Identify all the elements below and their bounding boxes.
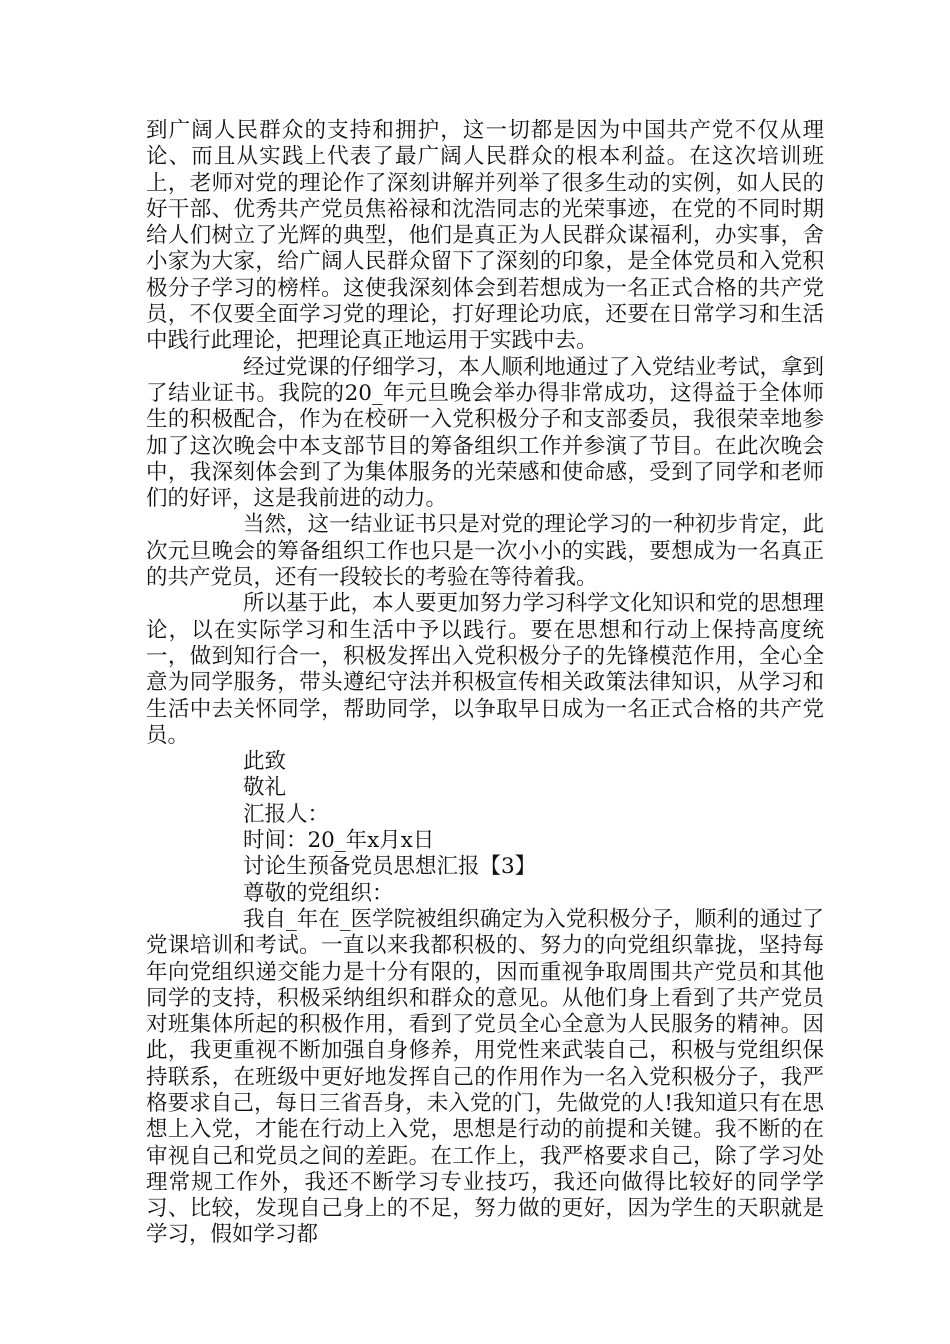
document-page: [146, 118, 824, 1249]
paragraph-resolution: 所以基于此，本人要更加努力学习科学文化知识和党的思想理论，以在实际学习和生活中予以践行。要在思想和行动上保持高度统一，做到知行合一，积极发挥出入党积极分子的先锋模范作用，全心全意为同学服务，带头遵纪守法并积极宣传相关政策法律知识，从学习和生活中去关怀同学，帮助同学，以争取早日成为一名正式合格的共产党员。: [146, 591, 824, 748]
section-title: 讨论生预备党员思想汇报【3】: [243, 854, 537, 880]
paragraph-report-body: 我自_年在_医学院被组织确定为入党积极分子，顺利的通过了党课培训和考试。一直以来我都积极的、努力的向党组织靠拢，坚持每年向党组织递交能力是十分有限的，因而重视争取周围共产党员和其他同学的支持，积极采纳组织和群众的意见。从他们身上看到了共产党员对班集体所起的积极作用，看到了党员全心全意为人民服务的精神。因此，我更重视不断加强自身修养，用党性来武装自己，积极与党组织保持联系，在班级中更好地发挥自己的作用作为一名入党积极分子，我严格要求自己，每日三省吾身，未入党的门，先做党的人!我知道只有在思想上入党，才能在行动上入党，思想是行动的前提和关键。我不断的在审视自己和党员之间的差距。在工作上，我严格要求自己，除了学习处理常规工作外，我还不断学习专业技巧，我还向做得比较好的同学学习、比较，发现自己身上的不足，努力做的更好，因为学生的天职就是学习，假如学习都: [146, 906, 824, 1248]
paragraph-exam: 经过党课的仔细学习，本人顺利地通过了入党结业考试，拿到了结业证书。我院的20_年元旦晚会举办得非常成功，这得益于全体师生的积极配合，作为在校研一入党积极分子和支部委员，我很荣幸地参加了这次晚会中本支部节目的筹备组织工作并参演了节目。在此次晚会中，我深刻体会到了为集体服务的光荣感和使命感，受到了同学和老师们的好评，这是我前进的动力。: [146, 354, 824, 512]
paragraph-continuation: 到广阔人民群众的支持和拥护，这一切都是因为中国共产党不仅从理论、而且从实践上代表了最广阔人民群众的根本利益。在这次培训班上，老师对党的理论作了深刻讲解并列举了很多生动的实例，如人民的好干部、优秀共产党员焦裕禄和沈浩同志的光荣事迹，在党的不同时期给人们树立了光辉的典型，他们是真正为人民群众谋福利，办实事，舍小家为大家，给广阔人民群众留下了深刻的印象，是全体党员和入党积极分子学习的榜样。这使我深刻体会到若想成为一名正式合格的共产党员，不仅要全面学习党的理论，打好理论功底，还要在日常学习和生活中践行此理论，把理论真正地运用于实践中去。: [146, 118, 824, 354]
closing-salutation-2: 敬礼: [243, 775, 287, 801]
reporter-label: 汇报人：: [243, 801, 330, 827]
report-date: 时间：20_年x月x日: [243, 828, 435, 854]
greeting: 尊敬的党组织：: [243, 880, 394, 906]
paragraph-certificate: 当然，这一结业证书只是对党的理论学习的一种初步肯定，此次元旦晚会的筹备组织工作也只是一次小小的实践，要想成为一名真正的共产党员，还有一段较长的考验在等待着我。: [146, 512, 824, 591]
closing-salutation-1: 此致: [243, 749, 287, 775]
